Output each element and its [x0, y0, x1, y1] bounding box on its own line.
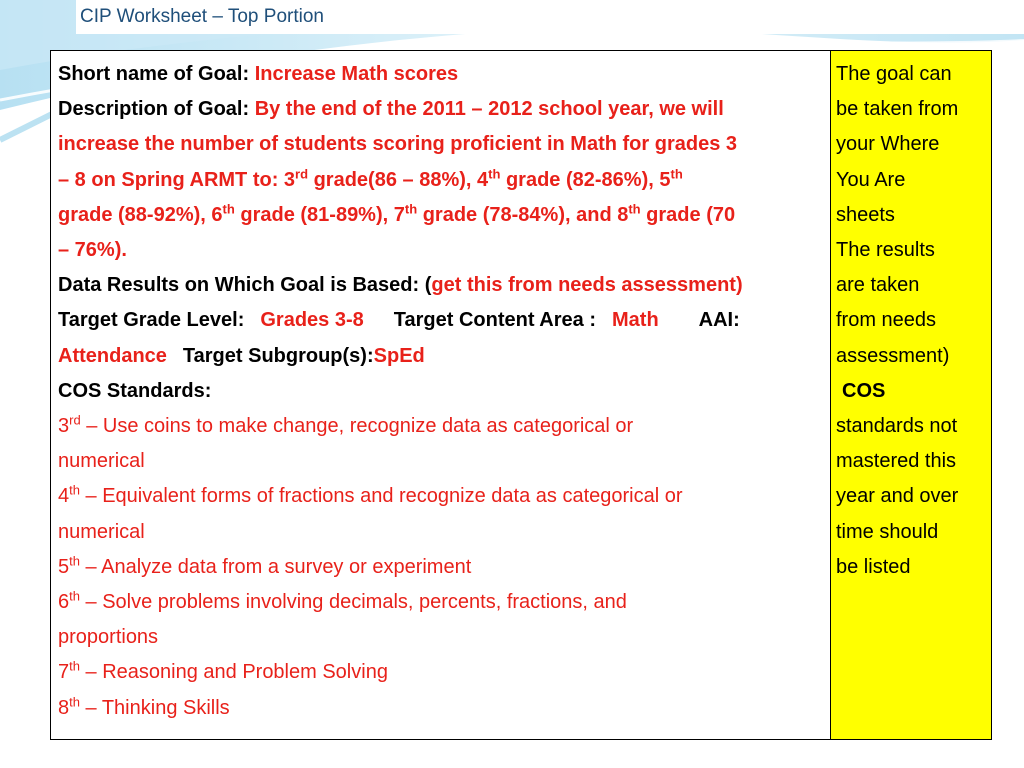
standard-text-continued: proportions	[58, 626, 159, 649]
description-text-4b: grade (81-89%), 7	[234, 203, 405, 226]
data-results-value: get this from needs assessment)	[431, 274, 743, 297]
ordinal-suffix: th	[69, 553, 80, 569]
description-text-3a: – 8 on Spring ARMT to: 3	[58, 168, 296, 191]
target-subgroup-value: SpEd	[373, 344, 425, 367]
ordinal-suffix: rd	[295, 165, 309, 181]
ordinal-suffix: th	[69, 694, 80, 709]
ordinal-suffix: th	[628, 201, 641, 217]
target-content-value: Math	[612, 309, 659, 332]
short-name-value: Increase Math scores	[254, 63, 459, 85]
standard-text-continued: numerical	[58, 450, 145, 473]
target-grade-value: Grades 3-8	[260, 309, 364, 332]
guidance-notes-cell	[831, 51, 991, 739]
note-line: You Are	[836, 168, 906, 191]
data-results-line	[58, 268, 824, 303]
standard-grade: 7	[58, 661, 70, 684]
description-line-3	[58, 163, 824, 198]
ordinal-suffix: th	[69, 588, 80, 604]
description-line-1	[58, 92, 824, 127]
description-line-2: increase the number of students scoring proficient in Math for grades 3	[58, 133, 738, 156]
description-text-3c: grade (82-86%), 5	[500, 168, 671, 191]
note-line: mastered this	[836, 450, 957, 473]
ordinal-suffix: th	[404, 201, 418, 217]
note-line: your Where	[836, 133, 940, 156]
standard-grade: 6	[58, 591, 70, 614]
ordinal-suffix: th	[488, 165, 501, 181]
aai-value: Attendance	[58, 344, 167, 367]
note-line: be listed	[836, 555, 911, 578]
ordinal-suffix: th	[69, 658, 80, 674]
note-line: year and over	[836, 485, 959, 508]
description-line-5: – 76%).	[58, 239, 127, 262]
description-text-4a: grade (88-92%), 6	[58, 203, 223, 226]
ordinal-suffix: th	[222, 201, 235, 217]
standard-item-4th	[58, 479, 824, 549]
short-name-label: Short name of Goal:	[58, 63, 250, 85]
target-subgroup-label: Target Subgroup(s):	[182, 344, 374, 367]
standard-grade: 3	[58, 415, 70, 438]
note-line: sheets	[836, 203, 895, 226]
description-text-4d: grade (70	[640, 203, 736, 226]
standard-grade: 5	[58, 555, 70, 578]
target-content-label: Target Content Area :	[393, 309, 596, 332]
standard-text: – Use coins to make change, recognize data as categorical or	[80, 415, 634, 438]
note-line: standards not	[836, 415, 958, 438]
note-line: The goal can	[836, 63, 952, 85]
standard-text: – Solve problems involving decimals, percents, fractions, and	[79, 591, 627, 614]
ordinal-suffix: rd	[69, 412, 81, 428]
note-line: The results	[836, 239, 935, 262]
standard-grade: 4	[58, 485, 70, 508]
note-line: are taken	[836, 274, 920, 297]
description-text-4c: grade (78-84%), and 8	[417, 203, 629, 226]
short-name-line	[58, 57, 824, 92]
standard-text: – Reasoning and Problem Solving	[79, 661, 388, 684]
standard-item-8th	[58, 691, 824, 726]
standard-item-5th	[58, 550, 824, 585]
note-line: time should	[836, 520, 939, 543]
note-line: assessment)	[836, 344, 950, 367]
aai-subgroup-line	[58, 339, 824, 374]
standard-item-3rd	[58, 409, 824, 479]
standard-item-7th	[58, 655, 824, 690]
note-line: from needs	[836, 309, 937, 332]
standard-text: – Thinking Skills	[79, 696, 230, 719]
target-grade-label: Target Grade Level:	[58, 309, 245, 332]
description-label: Description of Goal:	[58, 98, 250, 121]
ordinal-suffix: th	[69, 482, 80, 498]
standard-text: – Analyze data from a survey or experiment	[79, 555, 472, 578]
note-line: be taken from	[836, 98, 959, 121]
description-text-3b: grade(86 – 88%), 4	[308, 168, 489, 191]
description-line-4	[58, 198, 824, 233]
slide-title: CIP Worksheet – Top Portion	[80, 6, 324, 27]
goal-details-cell	[51, 51, 831, 739]
ordinal-suffix: th	[670, 165, 683, 181]
description-text-1: By the end of the 2011 – 2012 school year, we will	[254, 98, 724, 121]
cip-worksheet-table	[50, 50, 992, 740]
standard-item-6th	[58, 585, 824, 655]
standard-text-continued: numerical	[58, 520, 145, 543]
note-line-cos: COS	[842, 379, 886, 402]
data-results-label: Data Results on Which Goal is Based: (	[58, 274, 432, 297]
target-line	[58, 303, 824, 338]
standard-text: – Equivalent forms of fractions and recognize data as categorical or	[79, 485, 683, 508]
aai-label: AAI:	[698, 309, 740, 332]
standard-grade: 8	[58, 696, 70, 719]
cos-standards-label: COS Standards:	[58, 379, 212, 402]
